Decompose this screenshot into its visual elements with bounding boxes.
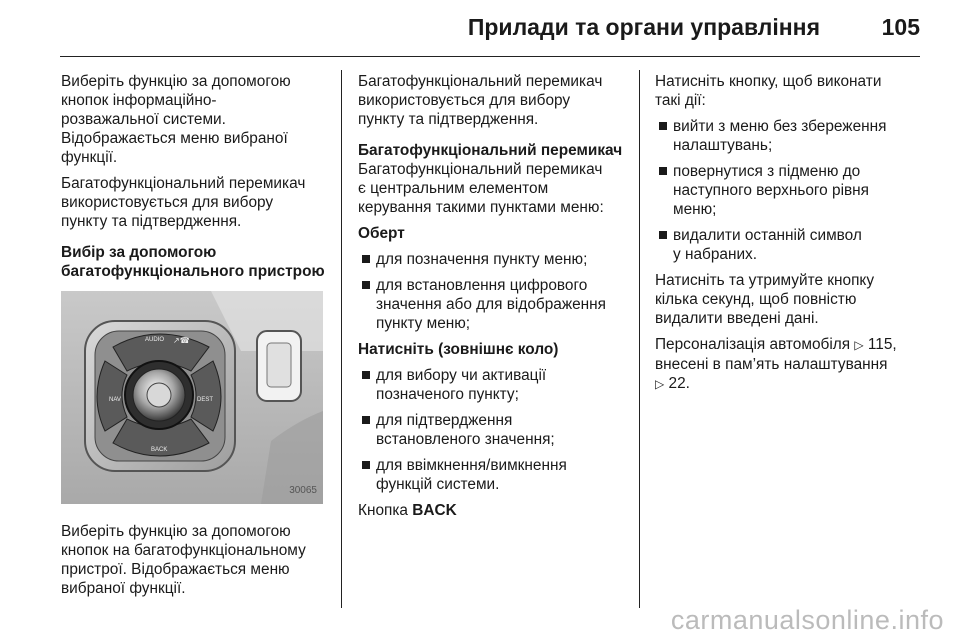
text-line: є центральним елементом <box>358 180 549 197</box>
text-line: Виберіть функцію за допомогою <box>61 523 291 540</box>
text-line: Вибір за допомогою <box>61 244 217 261</box>
text-line: для позначення пункту меню; <box>376 251 588 268</box>
list-item <box>655 117 917 155</box>
text-line: керування такими пунктами меню: <box>358 199 604 216</box>
figure-number: 30065 <box>289 485 317 496</box>
text-line: кнопок інформаційно- <box>61 92 217 109</box>
section-heading: Оберт <box>358 225 405 242</box>
multifunction-controller-figure <box>61 291 323 504</box>
text-line: Відображається меню вибраної <box>61 130 288 147</box>
header-rule <box>60 56 920 57</box>
text-line: пристрої. Відображається меню <box>61 561 290 578</box>
text-fragment: Персоналізація автомобіля <box>655 336 855 353</box>
back-word: BACK <box>412 502 457 519</box>
page-title: Прилади та органи управління <box>467 14 820 40</box>
text-line: видалити останній символ <box>673 227 862 244</box>
column-divider-1 <box>341 70 342 608</box>
paragraph <box>655 271 917 328</box>
text-line: Багатофункціональний перемикач <box>358 73 603 90</box>
text-line: значення або для відображення <box>376 296 607 313</box>
page-reference-arrow-icon: ▷ <box>655 377 665 391</box>
text-line: наступного верхнього рівня <box>673 182 869 199</box>
text-line <box>655 374 917 394</box>
text-line <box>655 335 917 355</box>
paragraph <box>655 335 917 394</box>
page-reference-arrow-icon: ▷ <box>854 338 864 352</box>
text-line: встановленого значення; <box>376 431 555 448</box>
page-reference-link[interactable]: 22. <box>668 375 690 392</box>
text-line: пункту меню; <box>376 315 471 332</box>
paragraph <box>61 72 329 167</box>
text-line: вийти з меню без збереження <box>673 118 887 135</box>
text-line: функцій системи. <box>376 476 500 493</box>
text-line: для ввімкнення/вимкнення <box>376 457 567 474</box>
caption-text: Кнопка <box>358 502 413 519</box>
text-line: кілька секунд, щоб повністю <box>655 291 857 308</box>
section-heading <box>358 141 626 160</box>
section-heading: Натисніть (зовнішнє коло) <box>358 341 559 358</box>
paragraph <box>655 72 917 110</box>
text-line: меню; <box>673 201 717 218</box>
list-item <box>358 411 626 449</box>
text-line: використовується для вибору <box>358 92 571 109</box>
back-label: BACK <box>151 447 168 453</box>
text-line: для вибору чи активації <box>376 367 547 384</box>
section-heading <box>61 243 329 281</box>
list-item <box>358 456 626 494</box>
nav-label: NAV <box>109 397 121 403</box>
text-line: кнопок на багатофункціональному <box>61 542 306 559</box>
text-line: Багатофункціональний перемикач <box>358 161 603 178</box>
text-line: Натисніть та утримуйте кнопку <box>655 272 875 289</box>
text-line: для встановлення цифрового <box>376 277 588 294</box>
audio-label: AUDIO <box>145 337 165 343</box>
text-line: видалити введені дані. <box>655 310 819 327</box>
text-line: багатофункціонального пристрою <box>61 263 325 280</box>
paragraph <box>358 160 626 217</box>
list-item <box>655 226 917 264</box>
back-button-caption <box>358 501 626 520</box>
column-3 <box>655 72 917 401</box>
text-line: пункту та підтвердження. <box>61 213 242 230</box>
text-line: Багатофункціональний перемикач <box>358 142 623 159</box>
text-line: функції. <box>61 149 118 166</box>
paragraph <box>61 522 329 598</box>
text-line: позначеного пункту; <box>376 386 519 403</box>
controller-illustration <box>61 291 323 504</box>
page-reference-link[interactable]: 115, <box>867 336 897 353</box>
text-line: у набраних. <box>673 246 758 263</box>
paragraph <box>358 72 626 129</box>
column-divider-2 <box>639 70 640 608</box>
text-line: розважальної системи. <box>61 111 226 128</box>
phone-label: ↗☎ <box>173 336 190 345</box>
text-line: Натисніть кнопку, щоб виконати <box>655 73 882 90</box>
list-item <box>655 162 917 219</box>
column-1 <box>61 72 329 605</box>
watermark: carmanualsonline.info <box>670 605 944 635</box>
list-item <box>358 250 626 269</box>
dest-label: DEST <box>197 397 214 403</box>
text-line: Виберіть функцію за допомогою <box>61 73 291 90</box>
text-line: налаштувань; <box>673 137 773 154</box>
list-item <box>358 366 626 404</box>
text-line: внесені в пам’ять налаштування <box>655 356 888 373</box>
list-item <box>358 276 626 333</box>
text-line: вибраної функції. <box>61 580 186 597</box>
page-number: 105 <box>881 14 920 40</box>
text-line: для підтвердження <box>376 412 513 429</box>
text-line: пункту та підтвердження. <box>358 111 539 128</box>
text-line: Багатофункціональний перемикач <box>61 175 306 192</box>
text-line: повернутися з підменю до <box>673 163 861 180</box>
text-line: такі дії: <box>655 92 706 109</box>
paragraph <box>61 174 329 231</box>
text-line: використовується для вибору <box>61 194 274 211</box>
column-2 <box>358 72 626 527</box>
